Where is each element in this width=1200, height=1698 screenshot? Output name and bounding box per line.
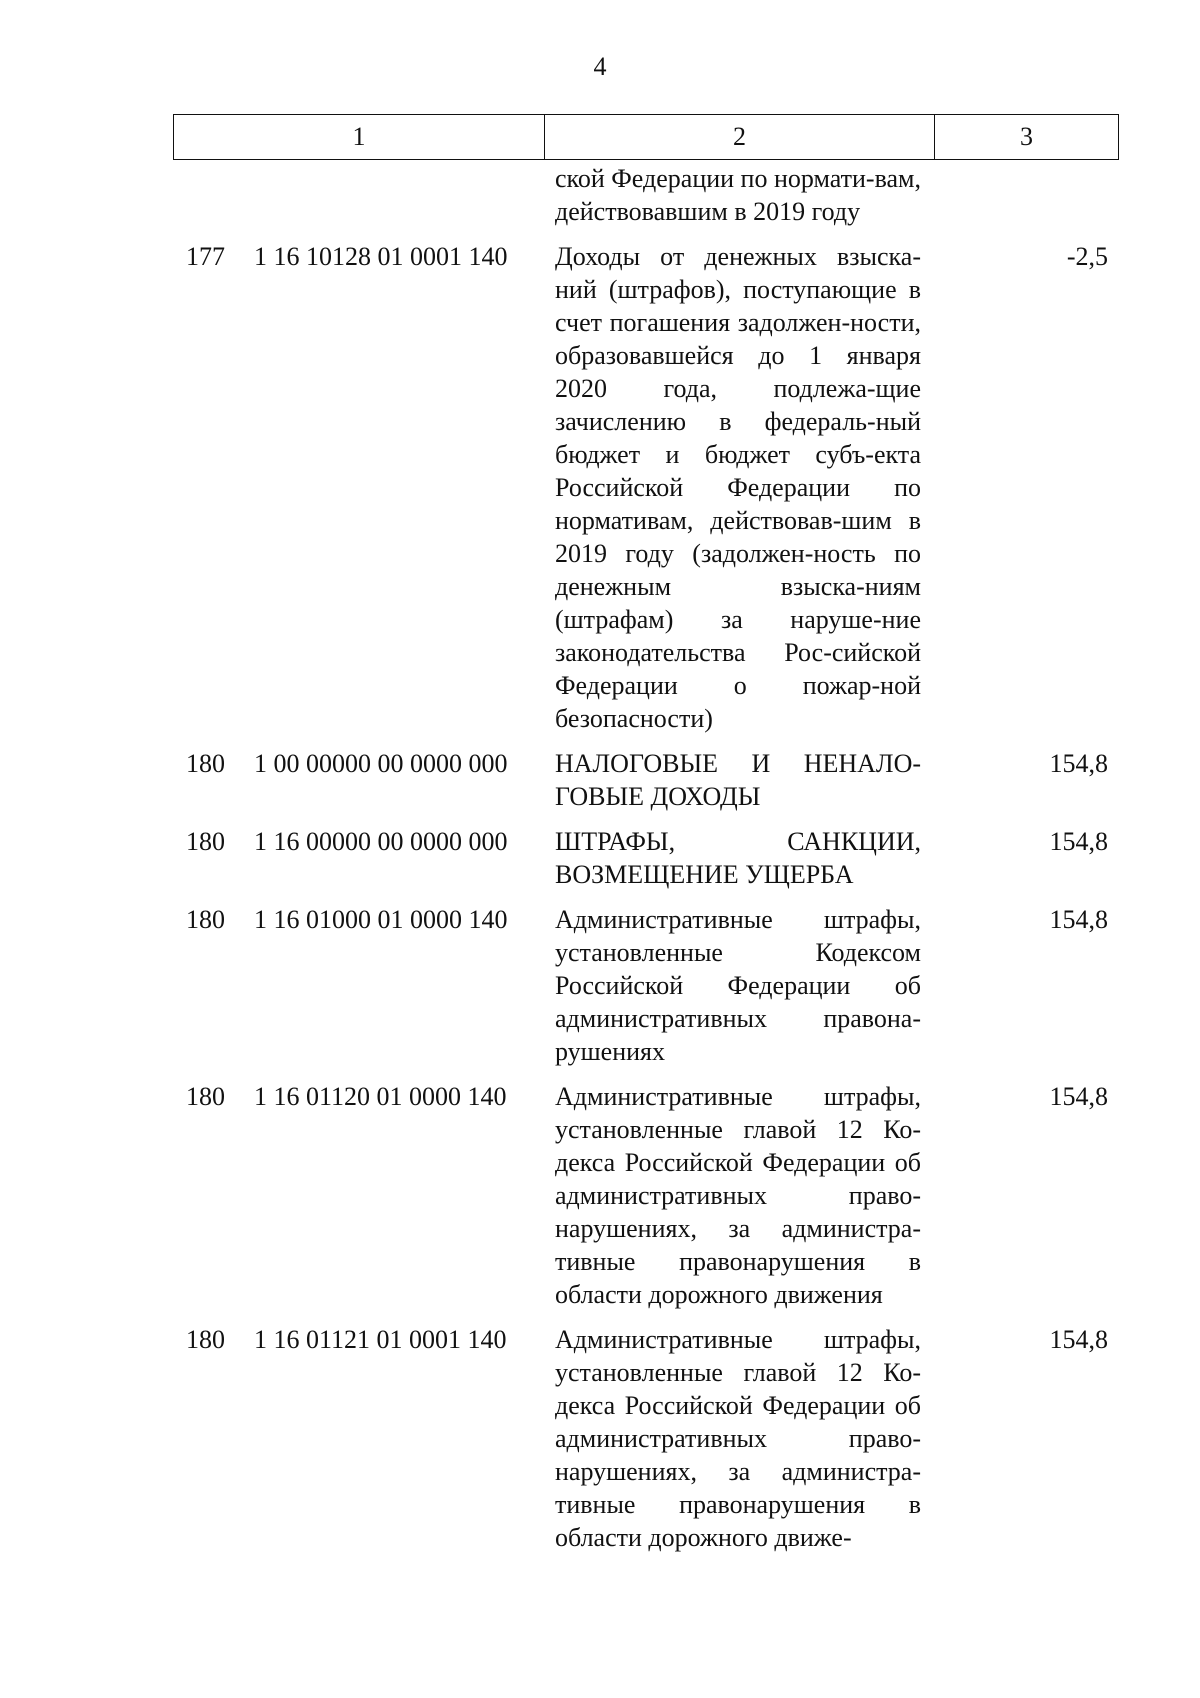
- row-number: 177: [186, 242, 225, 271]
- row-value: 154,8: [1049, 905, 1108, 934]
- income-name: Доходы от денежных взыска-ний (штрафов), поступающие в счет погашения задолжен-ности, образовавшейся до 1 января 2020 года, подлежа-щие зачислению в федераль-ный бюджет и бюджет субъ-екта Российской Федерации по нормативам, действовав-шим в 2019 году (задолжен-ность по денежным взыска-ниям (штрафам) за наруше-ние законодательства Рос-сийской Федерации о пожар-ной безопасности): [555, 242, 921, 733]
- row-value: 154,8: [1049, 749, 1108, 778]
- table-row: [0, 747, 1200, 825]
- header-col-1: 1: [174, 115, 545, 160]
- income-name: Административные штрафы, установленные главой 12 Ко-декса Российской Федерации об административных право-нарушениях, за администра-тивные правонарушения в области дорожного движе-: [555, 1325, 921, 1552]
- row-value: 154,8: [1049, 1325, 1108, 1354]
- income-name: ШТРАФЫ, САНКЦИИ, ВОЗМЕЩЕНИЕ УЩЕРБА: [555, 827, 921, 889]
- header-col-2: 2: [545, 115, 935, 160]
- row-number: 180: [186, 1082, 225, 1111]
- budget-code: 1 00 00000 00 0000 000: [254, 749, 508, 778]
- budget-code: 1 16 10128 01 0001 140: [254, 242, 508, 271]
- income-name: НАЛОГОВЫЕ И НЕНАЛО-ГОВЫЕ ДОХОДЫ: [555, 749, 921, 811]
- income-name: ской Федерации по нормати-вам, действовавшим в 2019 году: [555, 164, 921, 226]
- row-number: 180: [186, 827, 225, 856]
- budget-code: 1 16 01120 01 0000 140: [254, 1082, 507, 1111]
- row-number: 180: [186, 905, 225, 934]
- row-value: -2,5: [1066, 242, 1108, 271]
- row-number: 180: [186, 749, 225, 778]
- table-row: [0, 903, 1200, 1080]
- table-row: [0, 240, 1200, 747]
- row-value: 154,8: [1049, 1082, 1108, 1111]
- table-row: [0, 825, 1200, 903]
- table-row: [0, 1080, 1200, 1323]
- budget-code: 1 16 01121 01 0001 140: [254, 1325, 507, 1354]
- budget-code: 1 16 01000 01 0000 140: [254, 905, 508, 934]
- table-body: [0, 162, 1200, 1566]
- table-header: [173, 114, 1119, 160]
- page-number: 4: [593, 52, 607, 81]
- row-value: 154,8: [1049, 827, 1108, 856]
- income-name: Административные штрафы, установленные Кодексом Российской Федерации об административных правона-рушениях: [555, 905, 921, 1066]
- row-number: 180: [186, 1325, 225, 1354]
- header-col-3: 3: [935, 115, 1119, 160]
- income-name: Административные штрафы, установленные главой 12 Ко-декса Российской Федерации об административных право-нарушениях, за администра-тивные правонарушения в области дорожного движения: [555, 1082, 921, 1309]
- table-row: [0, 162, 1200, 240]
- table-row: [0, 1323, 1200, 1566]
- budget-code: 1 16 00000 00 0000 000: [254, 827, 508, 856]
